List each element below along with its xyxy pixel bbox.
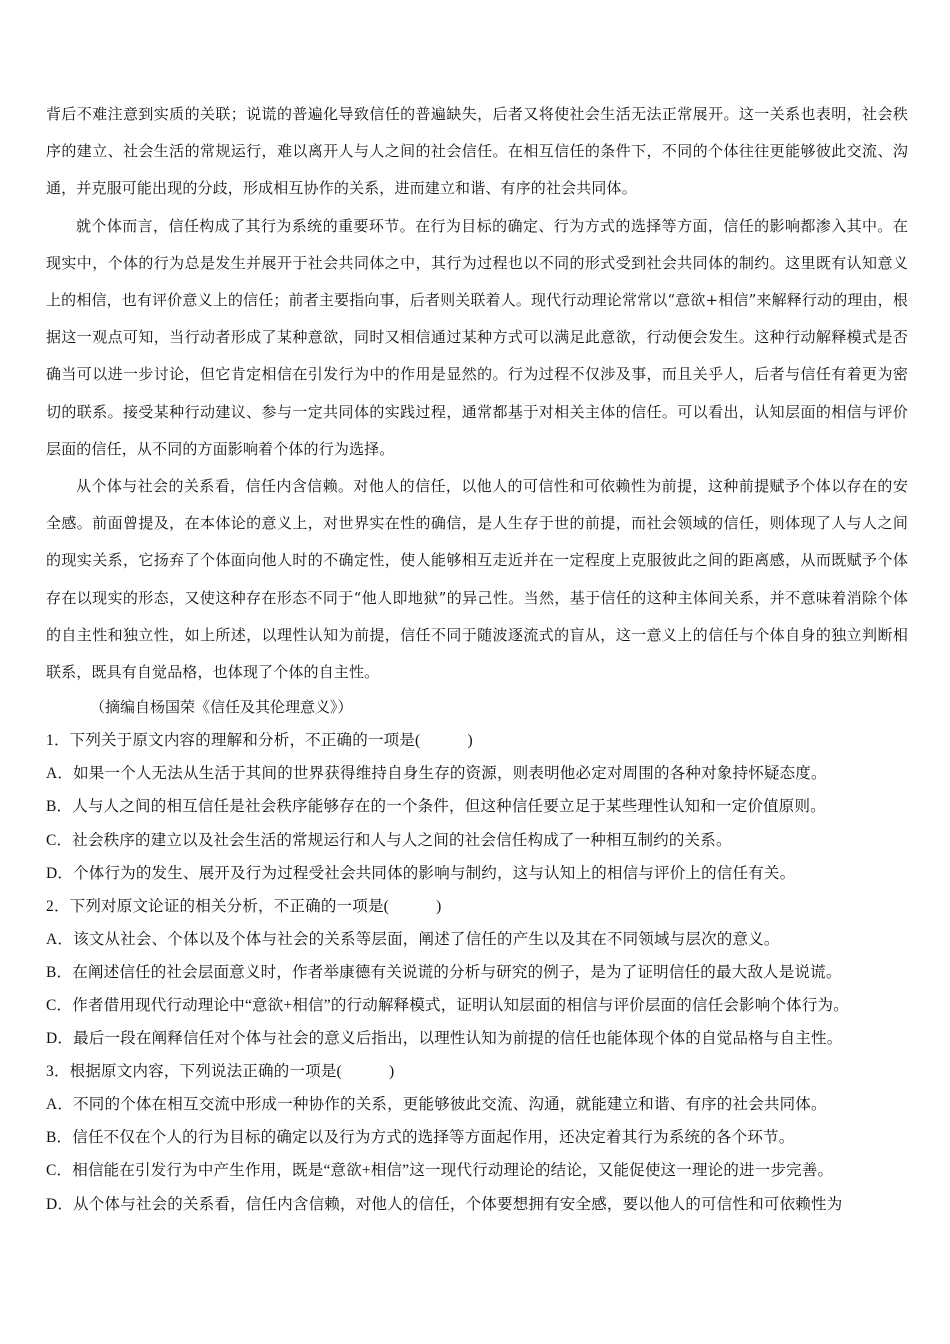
option-b: B．人与人之间的相互信任是社会秩序能够存在的一个条件，但这种信任要立足于某些理性认知和一定价值原则。 — [46, 798, 826, 816]
passage-source: （摘编自杨国荣《信任及其伦理意义》） — [90, 698, 353, 717]
question-stem: 2．下列对原文论证的相关分析，不正确的一项是( ) — [46, 897, 442, 915]
option-d: D．最后一段在阐释信任对个体与社会的意义后指出，以理性认知为前提的信任也能体现个体的自觉品格与自主性。 — [46, 1030, 843, 1048]
question-2 — [46, 890, 908, 1055]
option-c: C．社会秩序的建立以及社会生活的常规运行和人与人之间的社会信任构成了一种相互制约的关系。 — [46, 831, 732, 849]
option-a: A．不同的个体在相互交流中形成一种协作的关系，更能够彼此交流、沟通，就能建立和谐、有序的社会共同体。 — [46, 1096, 827, 1114]
question-stem: 1．下列关于原文内容的理解和分析，不正确的一项是( ) — [46, 732, 473, 750]
exam-page — [46, 96, 908, 1221]
option-d: D．从个体与社会的关系看，信任内含信赖，对他人的信任，个体要想拥有安全感，要以他人的可信性和可依赖性为 — [46, 1195, 843, 1213]
passage-paragraph-1: 背后不难注意到实质的关联；说谎的普遍化导致信任的普遍缺失，后者又将使社会生活无法正常展开。这一关系也表明，社会秩序的建立、社会生活的常规运行，难以离开人与人之间的社会信任。在相互信任的条件下，不同的个体往往更能够彼此交流、沟通，并克服可能出现的分歧，形成相互协作的关系，进而建立和谐、有序的社会共同体。 — [46, 105, 908, 198]
passage-paragraph-3: 从个体与社会的关系看，信任内含信赖。对他人的信任，以他人的可信性和可依赖性为前提，这种前提赋予个体以存在的安全感。前面曾提及，在本体论的意义上，对世界实在性的确信，是人生存于世的前提，而社会领域的信任，则体现了人与人之间的现实关系，它扬弃了个体面向他人时的不确定性，使人能够相互走近并在一定程度上克服彼此之间的距离感，从而既赋予个体存在以现实的形态，又使这种存在形态不同于“他人即地狱”的异己性。当然，基于信任的这种主体间关系，并不意味着消除个体的自主性和独立性，如上所述，以理性认知为前提，信任不同于随波逐流式的盲从，这一意义上的信任与个体自身的独立判断相联系，既具有自觉品格，也体现了个体的自主性。 — [46, 477, 908, 682]
option-b: B．在阐述信任的社会层面意义时，作者举康德有关说谎的分析与研究的例子，是为了证明信任的最大敌人是说谎。 — [46, 963, 842, 981]
question-1 — [46, 724, 908, 889]
question-stem: 3．根据原文内容，下列说法正确的一项是( ) — [46, 1063, 395, 1081]
option-a: A．如果一个人无法从生活于其间的世界获得维持自身生存的资源，则表明他必定对周围的各种对象持怀疑态度。 — [46, 765, 827, 783]
option-c: C．作者借用现代行动理论中“意欲+相信”的行动解释模式，证明认知层面的相信与评价层面的信任会影响个体行为。 — [46, 997, 849, 1014]
option-b: B．信任不仅在个人的行为目标的确定以及行为方式的选择等方面起作用，还决定着其行为系统的各个环节。 — [46, 1129, 795, 1147]
option-d: D．个体行为的发生、展开及行为过程受社会共同体的影响与制约，这与认知上的相信与评价上的信任有关。 — [46, 864, 796, 882]
passage-paragraph-2: 就个体而言，信任构成了其行为系统的重要环节。在行为目标的确定、行为方式的选择等方面，信任的影响都渗入其中。在现实中，个体的行为总是发生并展开于社会共同体之中，其行为过程也以不同的形式受到社会共同体的制约。这里既有认知意义上的相信，也有评价意义上的信任；前者主要指向事，后者则关联着人。现代行动理论常常以“意欲+相信”来解释行动的理由，根据这一观点可知，当行动者形成了某种意欲，同时又相信通过某种方式可以满足此意欲，行动便会发生。这种行动解释模式是否确当可以进一步讨论，但它肯定相信在引发行为中的作用是显然的。行为过程不仅涉及事，而且关乎人，后者与信任有着更为密切的联系。接受某种行动建议、参与一定共同体的实践过程，通常都基于对相关主体的信任。可以看出，认知层面的相信与评价层面的信任，从不同的方面影响着个体的行为选择。 — [46, 216, 908, 458]
option-a: A．该文从社会、个体以及个体与社会的关系等层面，阐述了信任的产生以及其在不同领域与层次的意义。 — [46, 930, 780, 948]
option-c: C．相信能在引发行为中产生作用，既是“意欲+相信”这一现代行动理论的结论，又能促使这一理论的进一步完善。 — [46, 1162, 834, 1180]
question-3 — [46, 1055, 908, 1220]
